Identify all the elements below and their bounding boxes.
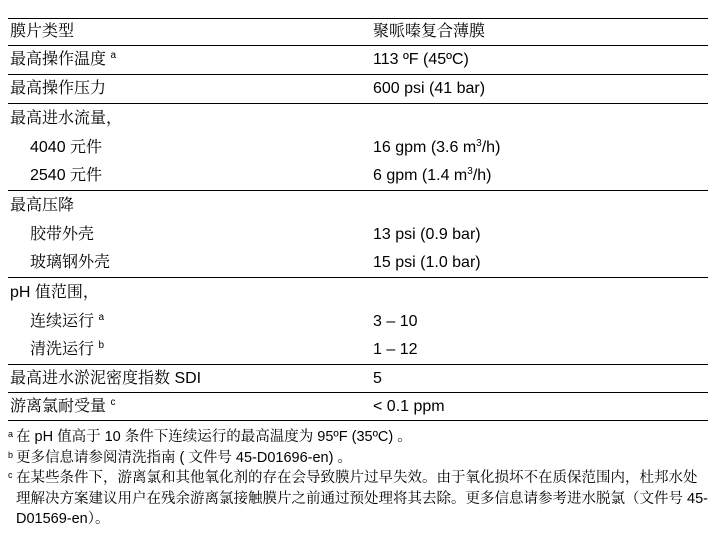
- row-label: 连续运行: [30, 312, 95, 330]
- row-tape-housing: [8, 220, 708, 249]
- row-label: 最高操作温度: [10, 51, 107, 68]
- footnote-c: [8, 468, 708, 530]
- row-cleaning-operation: [8, 336, 708, 365]
- row-value: 600 psi (41 bar): [373, 80, 486, 97]
- row-max-feed-flow: [8, 104, 708, 133]
- row-max-feed-sdi: [8, 365, 708, 393]
- row-continuous-operation: [8, 307, 708, 336]
- row-frp-housing: [8, 249, 708, 278]
- row-label: 玻璃钢外壳: [30, 254, 111, 271]
- row-max-pressure-drop: [8, 191, 708, 220]
- row-label: 胶带外壳: [30, 225, 95, 243]
- row-value: 16 gpm (3.6 $m^3/h$): [373, 137, 501, 156]
- footnote-mark-c: c: [110, 396, 116, 408]
- row-value: < 0.1 ppm: [373, 397, 445, 415]
- row-value: 6 gpm (1.4 $m^3/h$): [373, 166, 492, 184]
- footnote-text: 在某些条件下，游离氯和其他氧化剂的存在会导致膜片过早失效。由于氧化损坏不在质保范围内，杜邦水处理解决方案建议用户在残余游离氯接触膜片之前通过预处理将其去除。更多信息请参考进水脱氯（文件号 45-D01569-en）。: [16, 470, 708, 527]
- row-label: 最高操作压力: [10, 80, 107, 97]
- row-free-chlorine-tolerance: [8, 393, 708, 421]
- row-label: 最高进水淤泥密度指数 SDI: [10, 369, 202, 387]
- row-max-operating-temperature: [8, 46, 708, 75]
- footnote-mark: a: [8, 429, 14, 439]
- footnote-mark-a: a: [110, 50, 117, 61]
- header-value: 聚哌嗪复合薄膜: [373, 23, 486, 40]
- row-label: 最高进水流量，: [10, 109, 123, 127]
- spec-table: [8, 18, 708, 421]
- row-label: 2540 元件: [30, 167, 103, 184]
- footnote-text: 在 pH 值高于 10 条件下连续运行的最高温度为 95ºF (35ºC) 。: [16, 429, 412, 445]
- row-label: pH 值范围，: [10, 283, 99, 301]
- footnote-mark-a: a: [98, 311, 105, 323]
- row-value: 15 psi (1.0 bar): [373, 254, 481, 271]
- row-label: 4040 元件: [30, 138, 103, 156]
- row-label: 清洗运行: [30, 341, 95, 358]
- table-header-row: [8, 18, 708, 46]
- row-value: 113 ºF (45ºC): [373, 51, 469, 68]
- footnote-text: 更多信息请参阅清洗指南 ( 文件号 45-D01696-en) 。: [16, 449, 352, 466]
- footnote-mark: b: [8, 449, 14, 460]
- footnote-b: [8, 448, 708, 469]
- row-ph-range: [8, 278, 708, 307]
- row-value: 3 – 10: [373, 312, 418, 330]
- footnote-a: [8, 427, 708, 448]
- row-label: 最高压降: [10, 196, 75, 214]
- footnotes: [8, 427, 708, 530]
- row-2540-element: [8, 162, 708, 191]
- footnote-mark-b: b: [98, 340, 105, 351]
- header-label: 膜片类型: [10, 23, 75, 40]
- footnote-mark: c: [8, 470, 13, 480]
- row-max-operating-pressure: [8, 75, 708, 104]
- row-value: 1 – 12: [373, 341, 418, 358]
- row-value: 13 psi (0.9 bar): [373, 225, 481, 243]
- row-label: 游离氯耐受量: [10, 397, 107, 415]
- row-4040-element: [8, 133, 708, 162]
- row-value: 5: [373, 369, 382, 387]
